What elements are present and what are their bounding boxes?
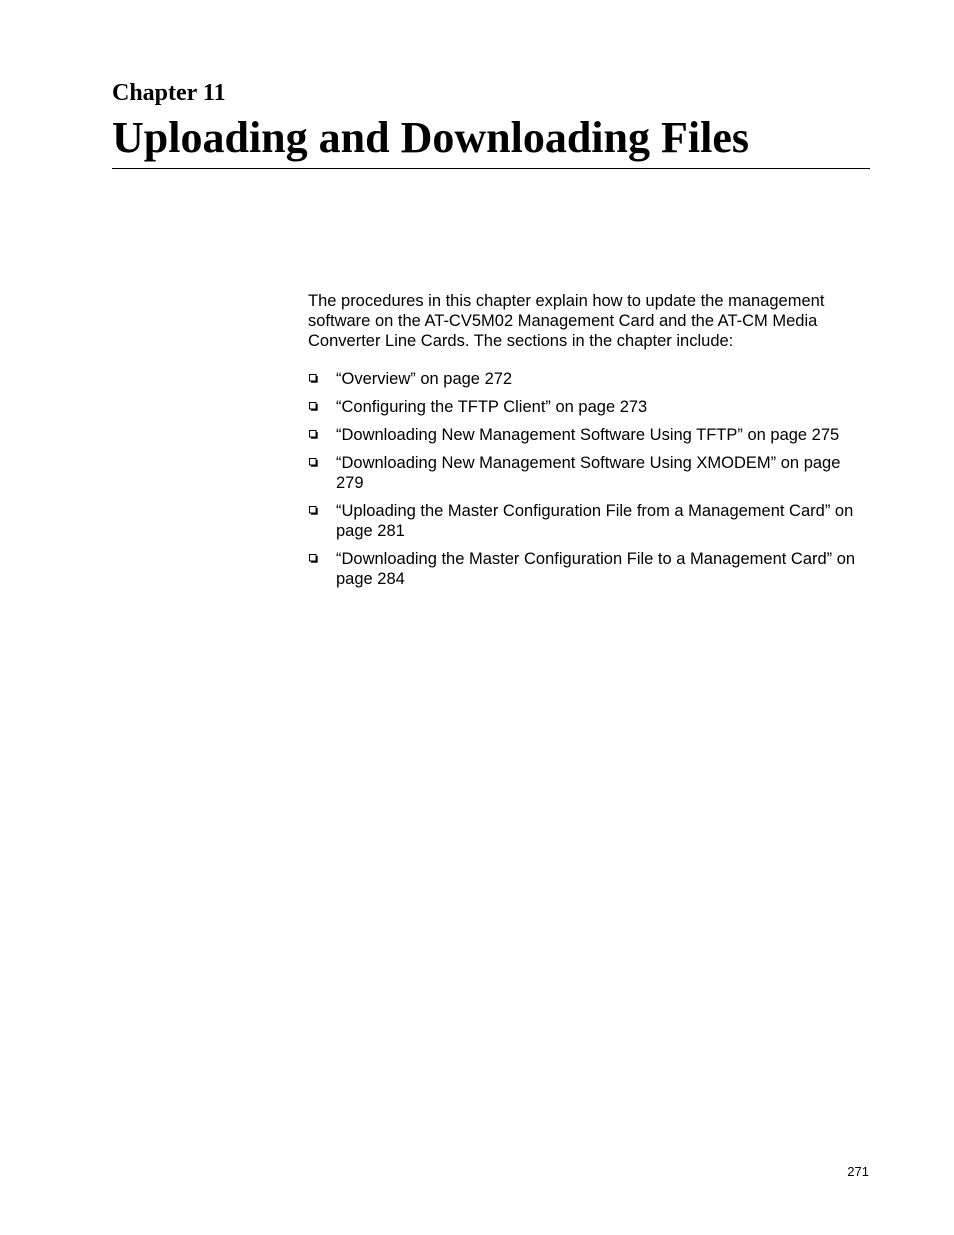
page-number: 271 xyxy=(847,1164,869,1179)
title-divider xyxy=(112,168,870,169)
list-item xyxy=(308,369,870,389)
toc-link-downloading-tftp[interactable]: “Downloading New Management Software Using TFTP” on page 275 xyxy=(336,426,840,444)
toc-link-downloading-xmodem[interactable]: “Downloading New Management Software Using XMODEM” on page 279 xyxy=(336,454,841,492)
list-item xyxy=(308,501,870,541)
intro-paragraph: The procedures in this chapter explain how to update the management software on the AT-CV5M02 Management Card and the AT-CM Media Converter Line Cards. The sections in the chapter include: xyxy=(308,292,825,350)
section-list xyxy=(308,369,870,597)
chapter-label: Chapter 11 xyxy=(112,80,226,106)
checkbox-bullet-icon xyxy=(309,506,318,515)
checkbox-bullet-icon xyxy=(309,374,318,383)
checkbox-bullet-icon xyxy=(309,458,318,467)
list-item xyxy=(308,549,870,589)
toc-link-overview[interactable]: “Overview” on page 272 xyxy=(336,370,513,388)
toc-link-downloading-master-config[interactable]: “Downloading the Master Configuration File to a Management Card” on page 284 xyxy=(336,550,856,588)
chapter-title: Uploading and Downloading Files xyxy=(112,113,749,162)
list-item xyxy=(308,397,870,417)
list-item xyxy=(308,453,870,493)
toc-link-uploading-master-config[interactable]: “Uploading the Master Configuration File from a Management Card” on page 281 xyxy=(336,502,854,540)
list-item xyxy=(308,425,870,445)
checkbox-bullet-icon xyxy=(309,554,318,563)
toc-link-configuring-tftp-client[interactable]: “Configuring the TFTP Client” on page 273 xyxy=(336,398,648,416)
checkbox-bullet-icon xyxy=(309,402,318,411)
checkbox-bullet-icon xyxy=(309,430,318,439)
